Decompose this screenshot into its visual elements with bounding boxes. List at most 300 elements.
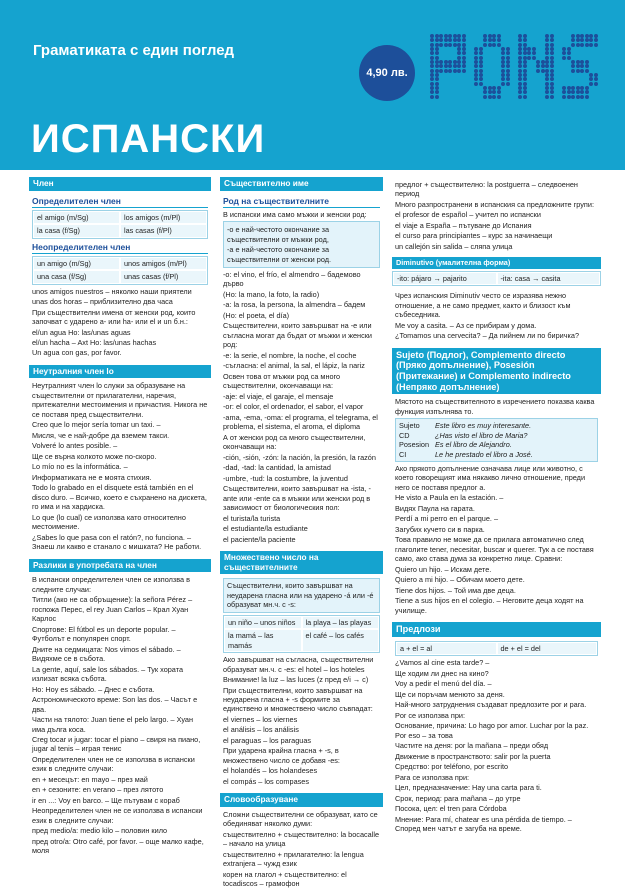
text-line: en + сезоните: en verano – през лятото [32, 785, 164, 795]
logo-dot [550, 77, 554, 81]
text-line: Много разпространени в испанския са предложните групи: [395, 199, 594, 209]
logo-dot [550, 38, 554, 42]
text-line: -umbre, -tud: la costumbre, la juventud [223, 473, 348, 483]
paragraph-list [223, 210, 380, 219]
text-line: Определителен член не се използва в испански език в следните случаи: [32, 754, 195, 774]
logo-dot [550, 90, 554, 94]
text-line: Creo que lo mejor sería tomar un taxi. – [32, 420, 161, 430]
subheading: Род на съществителните [223, 196, 380, 208]
section-heading: Член [29, 177, 211, 191]
text-line: В испански има само мъжки и женски род: [223, 209, 367, 219]
subheading: Определителен член [32, 196, 208, 208]
logo-dot [506, 64, 510, 68]
logo-dot [545, 95, 549, 99]
text-line: el viaje a España – пътуване до Испания [395, 220, 532, 230]
logo-dot [501, 82, 505, 86]
section-heading: Предлози [392, 622, 601, 637]
logo-dot [576, 64, 580, 68]
logo-dot [518, 64, 522, 68]
logo-dot [518, 77, 522, 81]
cover-header [0, 0, 625, 170]
pons-logo [430, 34, 605, 104]
logo-dot [483, 95, 487, 99]
logo-dot [506, 56, 510, 60]
paragraph-list [392, 288, 601, 343]
logo-dot [462, 38, 466, 42]
text-line: el profesor de español – учител по испански [395, 210, 541, 220]
logo-dot [594, 38, 598, 42]
text-line: -dad, -tad: la cantidad, la amistad [223, 463, 331, 473]
logo-dot [550, 95, 554, 99]
text-line: Основание, причина: Lo hago por amor. Luchar por la paz. Por eso – за това [395, 721, 589, 740]
table-cell: de + el = del [497, 642, 598, 655]
logo-dot [474, 56, 478, 60]
logo-dot [536, 69, 540, 73]
logo-dot [571, 69, 575, 73]
logo-dot [462, 56, 466, 60]
logo-dot [435, 43, 439, 47]
text-line: -а: la rosa, la persona, la almendra – бадем [223, 300, 366, 310]
logo-dot [580, 43, 584, 47]
table-row [399, 421, 594, 430]
text-line: Срок, период: para mañana – до утре [395, 793, 521, 803]
logo-dot [594, 43, 598, 47]
column-3 [392, 177, 601, 882]
text-line: -or: el color, el ordenador, el sabor, el vapor [223, 402, 364, 412]
logo-dot [545, 90, 549, 94]
logo-dot [435, 56, 439, 60]
text-line: Информатиката не е моята стихия. [32, 472, 152, 482]
diminutive-table [392, 271, 601, 286]
logo-dot [541, 69, 545, 73]
logo-dot [435, 77, 439, 81]
text-line: Спортове: El fútbol es un deporte popular. – Футболът е популярен спорт. [32, 624, 176, 644]
text-line: А от женски род са много съществителни, окончаващи на: [223, 432, 366, 452]
text-line: el paciente/la paciente [223, 534, 296, 544]
logo-dot [497, 38, 501, 42]
row-example: Es el libro de Alejandro. [435, 440, 512, 450]
logo-dot [567, 90, 571, 94]
logo-dot [567, 95, 571, 99]
logo-dot [457, 43, 461, 47]
cases-table [395, 418, 598, 462]
text-line: Para се използва при: [395, 772, 470, 782]
logo-dot [545, 51, 549, 55]
logo-dot [562, 90, 566, 94]
logo-dot [576, 43, 580, 47]
text-line: Частите на деня: por la mañana – преди обяд [395, 741, 549, 751]
text-line: Мисля, че е най-добре да вземем такси. [32, 430, 170, 440]
logo-dot [444, 69, 448, 73]
text-line: ¿Tomamos una cervecita? – Да пийнем ли по биричка? [395, 331, 580, 341]
logo-dot [523, 95, 527, 99]
text-line: Загубих кучето си в парка. [395, 524, 485, 534]
logo-dot [594, 77, 598, 81]
logo-dot [589, 77, 593, 81]
paragraph-list [395, 397, 598, 416]
text-line: Титли (ако не са обръщение): la señora Pérez – госпожа Перес, el rey Juan Carlos – Крал Хуан Карлос [32, 595, 193, 624]
logo-dot [523, 90, 527, 94]
text-line: съществително + прилагателно: la lengua extranjera – чужд език [223, 849, 364, 869]
text-line: -е: la serie, el nombre, la noche, el coche [223, 350, 357, 360]
text-line: При съществителни, които завършват на неударена гласна + -s формите за единствено и множествено число съвпадат: [223, 685, 373, 714]
section-cases [392, 348, 601, 618]
text-line: Астрономическото време: Son las dos. – Часът е два. [32, 695, 198, 714]
text-line: Средство: por teléfono, por escrito [395, 762, 509, 772]
logo-dot [462, 69, 466, 73]
row-label: CI [399, 449, 407, 459]
logo-dot [545, 77, 549, 81]
logo-dot [545, 64, 549, 68]
rule-line: -а е най-честото окончание за съществителни от женски род. [227, 245, 332, 264]
logo-dot [550, 56, 554, 60]
paragraph-list [220, 807, 383, 892]
logo-dot [550, 82, 554, 86]
logo-dot [518, 69, 522, 73]
logo-dot [479, 51, 483, 55]
text-line: пред otro/a: Otro café, por favor. – още малко кафе, моля [32, 836, 204, 856]
text-line: Ако завършват на съгласна, съществителни образуват мн.ч. с -es: el hotel – los hoteles [223, 655, 374, 674]
text-line: Съществителни, които завършват на -ista, -ante или -ente са в мъжки или женски род в зависимост от биологическия пол: [223, 484, 371, 513]
logo-dot [518, 82, 522, 86]
logo-dot [439, 69, 443, 73]
logo-dot [453, 64, 457, 68]
table-cell: un niño – unos niños [224, 616, 302, 629]
text-line: пред medio/a: medio kilo – половин кило [32, 826, 168, 836]
row-label: Sujeto [399, 421, 420, 431]
logo-dot [444, 38, 448, 42]
logo-dot [501, 69, 505, 73]
text-line: Сложни съществителни се образуват, като се обединяват няколко думи: [223, 809, 378, 829]
logo-dot [492, 43, 496, 47]
text-line: Мястото на съществителното в изречението показва каква функция изпълнява то. [395, 397, 595, 416]
section-heading: Sujeto (Подлог), Complemento directo (Пряко допълнение), Posesión (Притежание) и Complemento indirecto (Непряко допълнение) [392, 348, 601, 394]
logo-dot [488, 95, 492, 99]
logo-dot [585, 90, 589, 94]
logo-dot [430, 95, 434, 99]
paragraph-list [223, 270, 380, 544]
section-heading: Съществително име [220, 177, 383, 191]
table-cell: una casa (f/Sg) [33, 270, 120, 283]
logo-dot [506, 82, 510, 86]
logo-dot [492, 38, 496, 42]
text-line: Ще ходим ли днес на кино? [395, 668, 489, 678]
logo-dot [430, 64, 434, 68]
logo-dot [536, 64, 540, 68]
text-line: Ще се върна колкото може по-скоро. [32, 451, 157, 461]
logo-dot [435, 64, 439, 68]
logo-dot [453, 43, 457, 47]
logo-dot [585, 69, 589, 73]
logo-dot [541, 64, 545, 68]
logo-dot [506, 69, 510, 73]
logo-dot [523, 77, 527, 81]
indefinite-article-table [32, 256, 208, 285]
logo-dot [523, 64, 527, 68]
text-line: предлог + съществително: la postguerra – следвоенен период [395, 180, 578, 199]
logo-dot [571, 38, 575, 42]
text-line: en + месецът: en mayo – през май [32, 774, 148, 784]
logo-dot [580, 38, 584, 42]
logo-dot [479, 82, 483, 86]
table-cell: la mamá – las mamás [224, 629, 302, 652]
text-line: Неутралният член lo служи за образуване на съществителни от прилагателни, наречия, притежателни местоимения и причастия. Никога не се поставя пред съществителни. [32, 381, 208, 419]
logo-dot [492, 95, 496, 99]
logo-dot [518, 56, 522, 60]
logo-dot [550, 51, 554, 55]
plural-table [223, 615, 380, 653]
logo-dot [435, 38, 439, 42]
logo-dot [479, 64, 483, 68]
logo-dot [567, 56, 571, 60]
logo-dot [474, 82, 478, 86]
text-line: Lo que (lo cual) се използва като относително местоимение. [32, 512, 186, 532]
logo-dot [571, 43, 575, 47]
logo-dot [492, 90, 496, 94]
logo-dot [576, 90, 580, 94]
logo-dot [580, 90, 584, 94]
paragraph-list [395, 464, 598, 615]
section-article [29, 177, 211, 361]
text-line: Quiero a mi hijo. – Обичам моето дете. [395, 575, 525, 585]
text-line: Ако прякото допълнение означава лице или животно, с което говорещият има някакво лично отношение, преди него се поставя предлог а. [395, 464, 586, 492]
section-differences [29, 559, 211, 859]
text-line: el holandés – los holandeses [223, 766, 318, 776]
logo-dot [439, 64, 443, 68]
logo-dot [430, 38, 434, 42]
text-line: Внимание! la luz – las luces (z пред е/i → c) [223, 675, 369, 685]
text-line: съществително + съществително: la bocacalle – начало на улица [223, 829, 380, 849]
text-line: Todo lo grabado en el disquete está también en el disco duro. – Всичко, което е съхранено на дискета, го има и на хардиска. [32, 483, 207, 512]
text-line: ¿Sabes lo que pasa con el ratón?, no funciona. – Знаеш ли какво е станало с мишката? Не работи. [32, 532, 202, 552]
text-line: В испански определителен член се използва в следните случаи: [32, 575, 190, 594]
text-line: Me voy a casita. – Аз се прибирам у дома. [395, 320, 537, 330]
column-2 [220, 177, 383, 889]
logo-dot [497, 43, 501, 47]
text-line: el turista/la turista [223, 513, 281, 523]
text-line: -съгласна: el animal, la sal, el lápiz, la nariz [223, 361, 365, 371]
section-heading: Разлики в употребата на член [29, 559, 211, 573]
text-line: La gente, aquí, sale los sábados. – Тук хората излизат всяка събота. [32, 664, 184, 684]
text-line: el análisis – los análisis [223, 725, 299, 735]
logo-dot [550, 43, 554, 47]
logo-dot [474, 77, 478, 81]
table-cell: a + el = al [396, 642, 497, 655]
logo-dot [523, 56, 527, 60]
logo-dot [430, 51, 434, 55]
logo-dot [527, 56, 531, 60]
logo-dot [580, 95, 584, 99]
table-cell: -ita: casa → casita [497, 272, 601, 285]
text-line: Най-много затруднения създават предлозите por и para. [395, 700, 587, 710]
contraction-table [395, 641, 598, 656]
logo-dot [430, 56, 434, 60]
logo-dot [545, 43, 549, 47]
logo-dot [589, 82, 593, 86]
paragraph-list [392, 177, 601, 254]
logo-dot [483, 38, 487, 42]
section-plural [220, 551, 383, 789]
logo-dot [474, 64, 478, 68]
text-line: Цел, предназначение: Hay una carta para ti. [395, 783, 542, 793]
text-line: -aje: el viaje, el garaje, el mensaje [223, 391, 334, 401]
logo-dot [435, 51, 439, 55]
book-title: ИСПАНСКИ [31, 117, 266, 161]
paragraph-list [29, 572, 211, 859]
text-line: el/un agua Но: las/unas aguas [32, 327, 131, 337]
logo-dot [439, 43, 443, 47]
logo-dot [430, 82, 434, 86]
row-label: CD [399, 430, 410, 440]
logo-dot [444, 64, 448, 68]
definite-article-table [32, 210, 208, 239]
logo-dot [585, 43, 589, 47]
logo-dot [567, 51, 571, 55]
logo-dot [523, 69, 527, 73]
logo-dot [430, 69, 434, 73]
column-1 [29, 177, 211, 882]
text-line: Мнение: Para mí, chatear es una pérdida de tiempo. – Според мен чатът е загуба на време. [395, 814, 572, 834]
logo-dot [457, 69, 461, 73]
logo-dot [523, 51, 527, 55]
row-label: Posesion [399, 440, 430, 450]
logo-dot [523, 82, 527, 86]
table-cell: el café – los cafés [302, 629, 380, 652]
logo-dot [479, 69, 483, 73]
subheading-diminutive: Diminutivo (умалителна форма) [392, 257, 601, 268]
logo-dot [462, 43, 466, 47]
text-line: Lo mío no es la informática. – [32, 462, 128, 472]
text-line: Voy a pedir el menú del día. – [395, 679, 492, 689]
paragraph-list [29, 378, 211, 554]
logo-dot [532, 56, 536, 60]
text-line: Ho: Hoy es sábado. – Днес е събота. [32, 684, 155, 694]
section-noun [220, 177, 383, 547]
logo-dot [444, 43, 448, 47]
logo-dot [457, 56, 461, 60]
logo-dot [576, 95, 580, 99]
text-line: Чрез испанския Diminutiv често се изразява нежно отношение, а не само предмет, както и близост към събеседника. [395, 291, 571, 320]
rule-line: -о е най-честото окончание за съществителни от мъжки род, [227, 225, 330, 244]
logo-dot [562, 51, 566, 55]
logo-dot [594, 82, 598, 86]
logo-dot [430, 77, 434, 81]
logo-dot [518, 95, 522, 99]
text-line: Quiero un hijo. – Искам дете. [395, 564, 492, 574]
subheading: Неопределителен член [32, 242, 208, 254]
logo-dot [580, 69, 584, 73]
logo-dot [571, 90, 575, 94]
logo-dot [523, 43, 527, 47]
logo-dot [518, 38, 522, 42]
logo-dot [457, 51, 461, 55]
logo-dot [483, 43, 487, 47]
logo-dot [488, 43, 492, 47]
text-line: el compás – los compases [223, 776, 309, 786]
logo-dot [497, 95, 501, 99]
logo-dot [518, 51, 522, 55]
logo-dot [527, 51, 531, 55]
section-prepositions [392, 622, 601, 836]
logo-dot [462, 64, 466, 68]
paragraph-list [223, 655, 380, 786]
table-cell: la playa – las playas [302, 616, 380, 629]
logo-dot [430, 43, 434, 47]
logo-dot [483, 90, 487, 94]
table-cell: unos amigos (m/Pl) [120, 257, 207, 270]
section-compounds-cont [392, 177, 601, 344]
logo-dot [488, 90, 492, 94]
text-line: Volveré lo antes posible. – [32, 441, 118, 451]
logo-dot [435, 69, 439, 73]
text-line: При съществителни имена от женски род, които започват с ударено а- или ha- или el и un б.н.: [32, 307, 196, 327]
section-neuter [29, 365, 211, 555]
text-line: корен на глагол + съществително: el tocadiscos – грамофон [223, 869, 347, 889]
text-line: Дните на седмицата: Nos vimos el sábado. – Видяхме се в събота. [32, 644, 181, 664]
table-row [399, 431, 594, 440]
table-cell: unas casas (f/Pl) [120, 270, 207, 283]
logo-dot [453, 38, 457, 42]
text-line: Движение в пространството: salir por la puerta [395, 751, 551, 761]
table-cell: la casa (f/Sg) [33, 224, 120, 237]
paragraph-list [395, 658, 598, 833]
logo-dot [448, 43, 452, 47]
logo-dot [474, 51, 478, 55]
logo-dot [589, 38, 593, 42]
logo-dot [571, 95, 575, 99]
logo-dot [457, 38, 461, 42]
logo-dot [488, 38, 492, 42]
logo-dot [532, 51, 536, 55]
logo-dot [562, 95, 566, 99]
text-line: Creg tocar и jugar: tocar el piano – свиря на пиано, jugar al tenis – играя тенис [32, 735, 201, 754]
logo-dot [501, 64, 505, 68]
logo-dot [545, 82, 549, 86]
logo-dot [435, 90, 439, 94]
table-cell: los amigos (m/Pl) [120, 211, 207, 224]
logo-dot [497, 90, 501, 94]
text-line: Por се използва при: [395, 710, 465, 720]
text-line: Un agua con gas, por favor. [32, 348, 122, 358]
text-line: Ще си поръчам менюто за деня. [395, 689, 505, 699]
row-example: Este libro es muy interesante. [435, 421, 532, 431]
text-line: Освен това от мъжки род са много съществителни, окончаващи на: [223, 371, 341, 391]
text-line: Неопределителен член не се използва в испански език в следните случаи: [32, 806, 203, 825]
rule-box: Съществителни, които завършват на неударена гласна или на ударено -á или -é образуват мн.ч. с -s: [223, 578, 380, 612]
logo-dot [474, 69, 478, 73]
text-line: Посока, цел: el tren para Córdoba [395, 804, 507, 814]
logo-dot [479, 56, 483, 60]
logo-dot [501, 56, 505, 60]
logo-dot [453, 69, 457, 73]
paragraph-list [32, 287, 208, 358]
logo-dot [435, 95, 439, 99]
logo-dot [457, 64, 461, 68]
logo-dot [589, 43, 593, 47]
text-line: el/un hacha – Axt Но: las/unas hachas [32, 337, 157, 347]
text-line: Части на тялото: Juan tiene el pelo largo. – Хуан има дълга коса. [32, 715, 193, 734]
text-line: ¿Vamos al cine esta tarde? – [395, 658, 490, 668]
text-line: el estudiante/la estudiante [223, 524, 308, 534]
logo-dot [585, 64, 589, 68]
price-badge: 4,90 лв. [359, 45, 415, 101]
logo-dot [550, 64, 554, 68]
logo-dot [501, 77, 505, 81]
row-example: ¿Has visto el libro de Maria? [435, 430, 528, 440]
logo-dot [571, 64, 575, 68]
logo-dot [435, 82, 439, 86]
text-line: Perdí a mi perro en el parque. – [395, 514, 499, 524]
